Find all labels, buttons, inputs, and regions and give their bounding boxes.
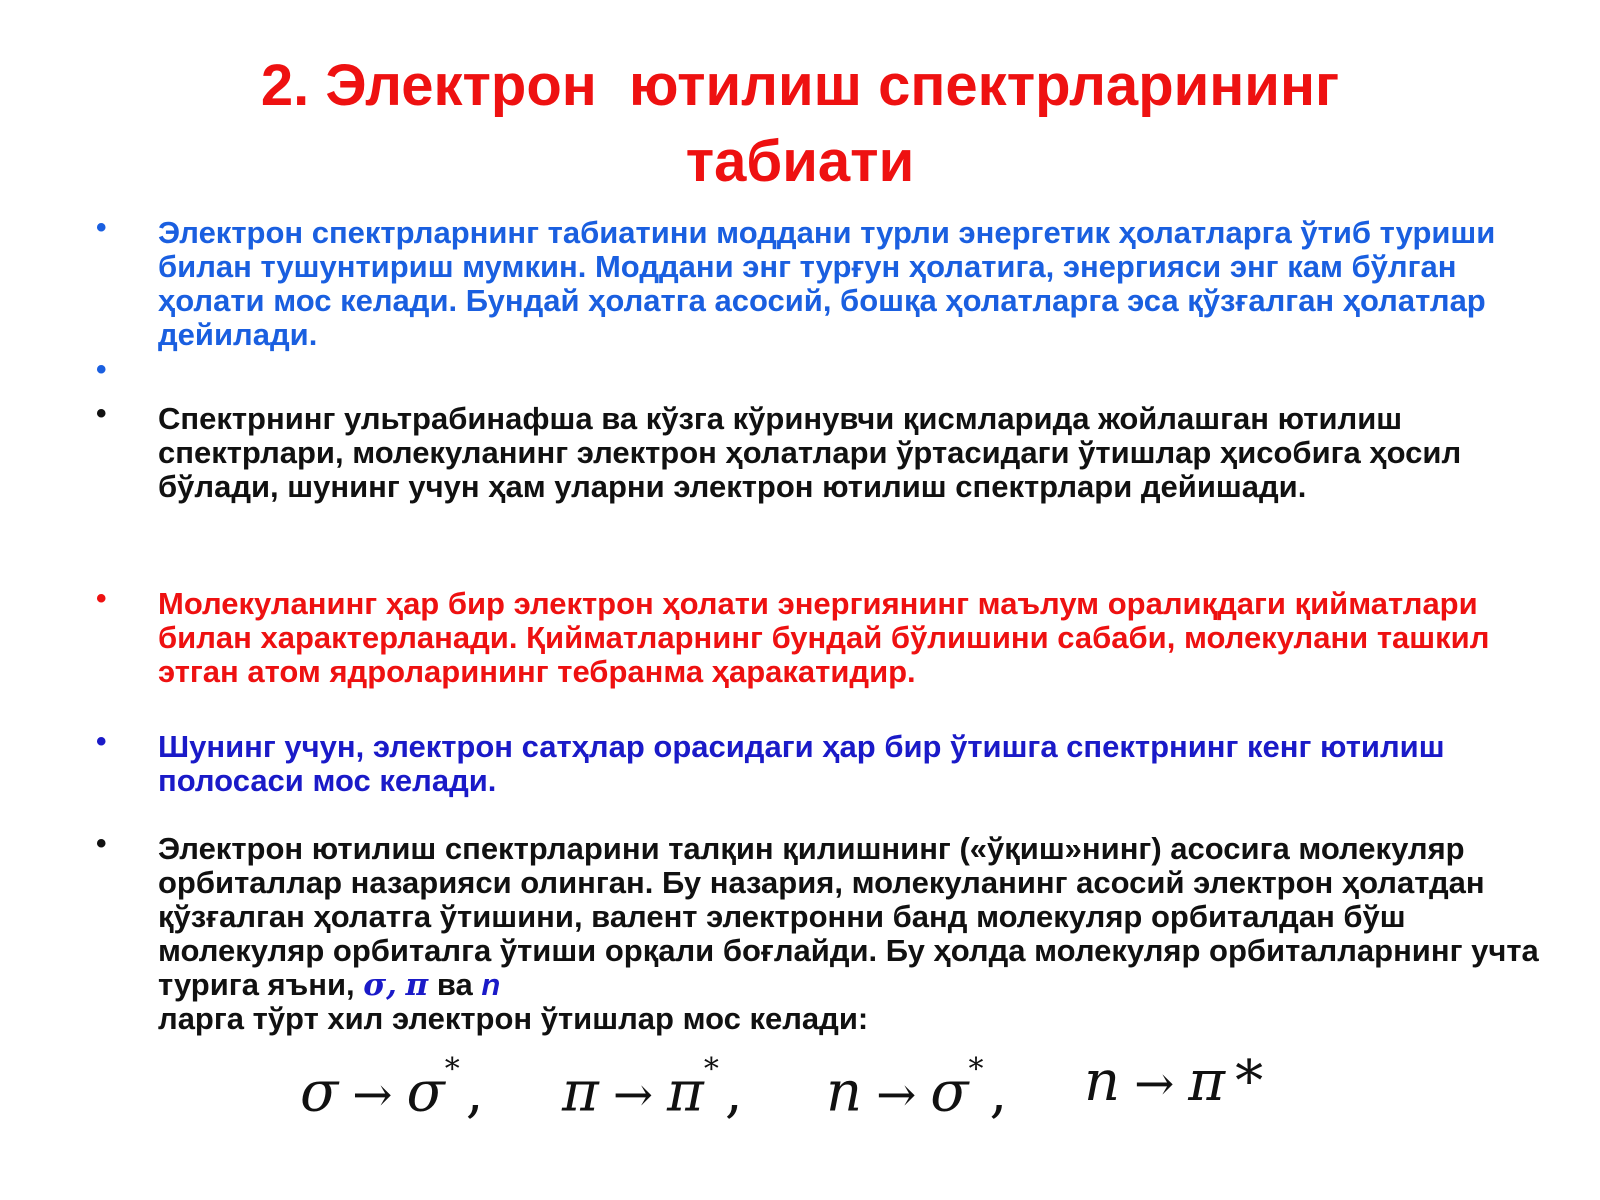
bullet-1-text: Электрон спектрларнинг табиатини моддани турли энергетик ҳолатларга ўтиб туриши билан тушунтириш мумкин. Моддани энг турғун ҳолатига, энергияси энг кам бўлган ҳолати мос келади. Бундай ҳолатга асосий, бошқа ҳолатларга эса қўзғалган ҳолатлар дейилади. [158,215,1496,352]
formula-to: π [1188,1049,1226,1114]
bullet-marker: • [96,211,107,244]
and-word: ва [436,967,473,1002]
pi-symbol: π [405,967,429,1003]
bullet-marker-empty: • [96,353,107,386]
formula-term-1 [300,1042,484,1135]
arrow-icon: → [612,1066,654,1123]
formula-star: * [968,1052,984,1087]
formula-from: n [826,1059,863,1125]
formula-separator: , [989,1059,1008,1125]
bullet-4-text: Молекуланинг ҳар бир электрон ҳолати энергиянинг маълум оралиқдаги қийматлари билан характерланади. Қийматларнинг бундай бўлишини сабаби, молекулани ташкил этган атом ядроларининг тебранма ҳаракатидир. [158,586,1490,689]
formula-to: σ [930,1059,969,1125]
bullet-marker: • [96,725,107,758]
arrow-icon: → [352,1066,393,1123]
sigma-symbol: σ, [363,967,397,1003]
formula-from: π [562,1059,599,1125]
bullet-5-text: Шунинг учун, электрон сатҳлар орасидаги ҳар бир ўтишга спектрнинг кенг ютилиш полосаси мос келади. [158,729,1445,798]
bullet-marker: • [96,827,107,860]
transition-formula [300,1042,1320,1132]
formula-star: * [1235,1049,1264,1114]
bullet-6-main: Электрон ютилиш спектрларини талқин қилишнинг («ўқиш»нинг) асосига молекуляр орбиталлар назарияси олинган. Бу назария, молекуланинг асосий электрон ҳолатдан қўзғалган ҳолатга ўтишини, валент электронни банд молекуляр орбиталдан бўш молекуляр орбиталга ўтиши орқали боғлайди. Бу ҳолда молекуляр орбиталларнинг учта турига яъни, [158,831,1539,1002]
title-line-1: 2. Электрон ютилиш спектрларининг [260,53,1340,118]
formula-term-2 [562,1042,743,1135]
formula-term-3 [826,1042,1007,1135]
n-symbol: n [481,967,501,1002]
formula-term-4 [1084,1042,1263,1124]
title-line-2: табиати [685,129,915,194]
formula-from: σ [300,1059,339,1125]
formula-separator: , [724,1059,743,1125]
formula-star: * [703,1052,719,1087]
bullet-marker: • [96,397,107,430]
formula-to: σ [406,1059,445,1125]
bullet-6-text [158,832,1558,1036]
arrow-icon: → [876,1066,917,1123]
bullet-marker: • [96,582,107,615]
arrow-icon: → [1134,1056,1175,1112]
bullet-6-ending: ларга тўрт хил электрон ўтишлар мос келади: [158,1001,869,1036]
bullet-3-text: Спектрнинг ультрабинафша ва кўзга кўринувчи қисмларида жойлашган ютилиш спектрлари, молекуланинг электрон ҳолатлари ўртасидаги ўтишлар ҳисобига ҳосил бўлади, шунинг учун ҳам уларни электрон ютилиш спектрлари дейишади. [158,401,1462,504]
slide-title [0,48,1600,200]
formula-separator: , [465,1059,484,1125]
formula-from: n [1084,1049,1121,1114]
formula-star: * [444,1052,460,1087]
formula-to: π [667,1059,704,1125]
